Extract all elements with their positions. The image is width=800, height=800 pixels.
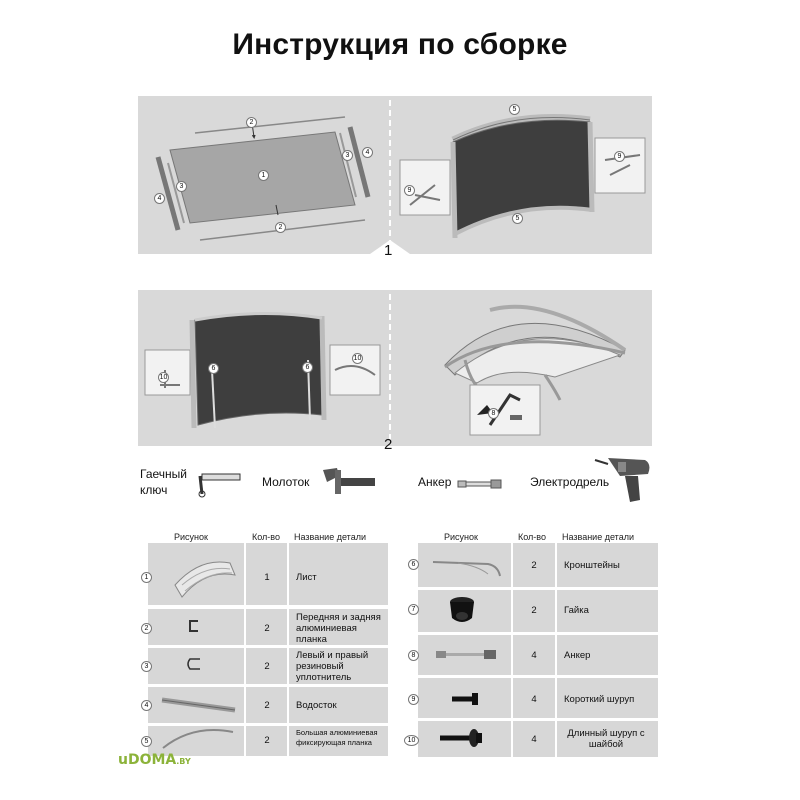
table-right-header-qty: Кол-во (518, 532, 546, 542)
row-10-name: Длинный шуруп с шайбой (567, 728, 645, 750)
table-left-header-qty: Кол-во (252, 532, 280, 542)
row-10-qty: 4 (531, 734, 537, 745)
row-8-name: Анкер (564, 650, 591, 661)
row-4-number: 4 (141, 700, 152, 711)
row-10-number: 10 (404, 735, 419, 746)
row-6-name: Кронштейны (564, 560, 620, 571)
tool-hammer-label: Молоток (262, 475, 310, 489)
row-2-number: 2 (141, 623, 152, 634)
watermark-brand: uDOMA (118, 752, 177, 768)
row-7-number: 7 (408, 604, 419, 615)
callout-6-left: 6 (208, 363, 219, 374)
anchor-bolt-icon (434, 645, 504, 665)
row-3-number: 3 (141, 661, 152, 672)
tool-anchor-label: Анкер (418, 475, 452, 489)
row-7-qty: 2 (531, 605, 537, 616)
callout-5-bottom: 5 (512, 213, 523, 224)
table-right-header-name: Название детали (562, 532, 634, 542)
row-9-name: Короткий шуруп (564, 694, 635, 705)
row-4-qty: 2 (264, 700, 270, 711)
row-9-qty: 4 (531, 694, 537, 705)
callout-4-right: 4 (362, 147, 373, 158)
nut-icon (444, 592, 480, 628)
row-2-qty: 2 (264, 623, 270, 634)
callout-5-top: 5 (509, 104, 520, 115)
row-7-name: Гайка (564, 605, 589, 616)
callout-2-bottom: 2 (275, 222, 286, 233)
row-6-qty: 2 (531, 560, 537, 571)
bracket-arm-icon (428, 552, 508, 582)
callout-9-right: 9 (614, 151, 625, 162)
callout-10-right: 10 (353, 355, 362, 362)
tool-wrench-label: Гаечный ключ (140, 467, 187, 497)
tool-drill-label: Электродрель (530, 475, 610, 489)
step-1-number: 1 (384, 242, 393, 259)
long-screw-washer-icon (436, 726, 486, 750)
row-3-qty: 2 (264, 661, 270, 672)
page-title: Инструкция по сборке (232, 28, 568, 61)
callout-6-right: 6 (302, 362, 313, 373)
step-2-number: 2 (384, 436, 393, 453)
table-left-header-name: Название детали (294, 532, 366, 542)
row-1-name: Лист (296, 572, 317, 583)
row-3-name: Левый и правый резиновый уплотнитель (296, 650, 369, 683)
row-2-name: Передняя и задняя алюминиевая планка (296, 612, 381, 645)
callout-8: 8 (488, 408, 499, 419)
row-9-number: 9 (408, 694, 419, 705)
callout-10-left: 10 (159, 374, 168, 381)
table-left-header-picture: Рисунок (174, 532, 208, 542)
row-4-name: Водосток (296, 700, 337, 711)
watermark-suffix: .BY (176, 757, 191, 766)
callout-9-left: 9 (404, 185, 415, 196)
callout-3-left: 3 (176, 181, 187, 192)
row-8-qty: 4 (531, 650, 537, 661)
row-5-qty: 2 (264, 735, 270, 746)
callout-2-top: 2 (246, 117, 257, 128)
watermark-logo (118, 752, 191, 768)
row-1-qty: 1 (264, 572, 270, 583)
row-6-number: 6 (408, 559, 419, 570)
row-5-number: 5 (141, 736, 152, 747)
table-right-header-picture: Рисунок (444, 532, 478, 542)
callout-4-left: 4 (154, 193, 165, 204)
row-5-name: Большая алюминиевая фиксирующая планка (296, 728, 378, 747)
callout-3-right: 3 (342, 150, 353, 161)
short-screw-icon (448, 690, 484, 708)
row-8-number: 8 (408, 650, 419, 661)
row-1-number: 1 (141, 572, 152, 583)
callout-1-sheet: 1 (258, 170, 269, 181)
